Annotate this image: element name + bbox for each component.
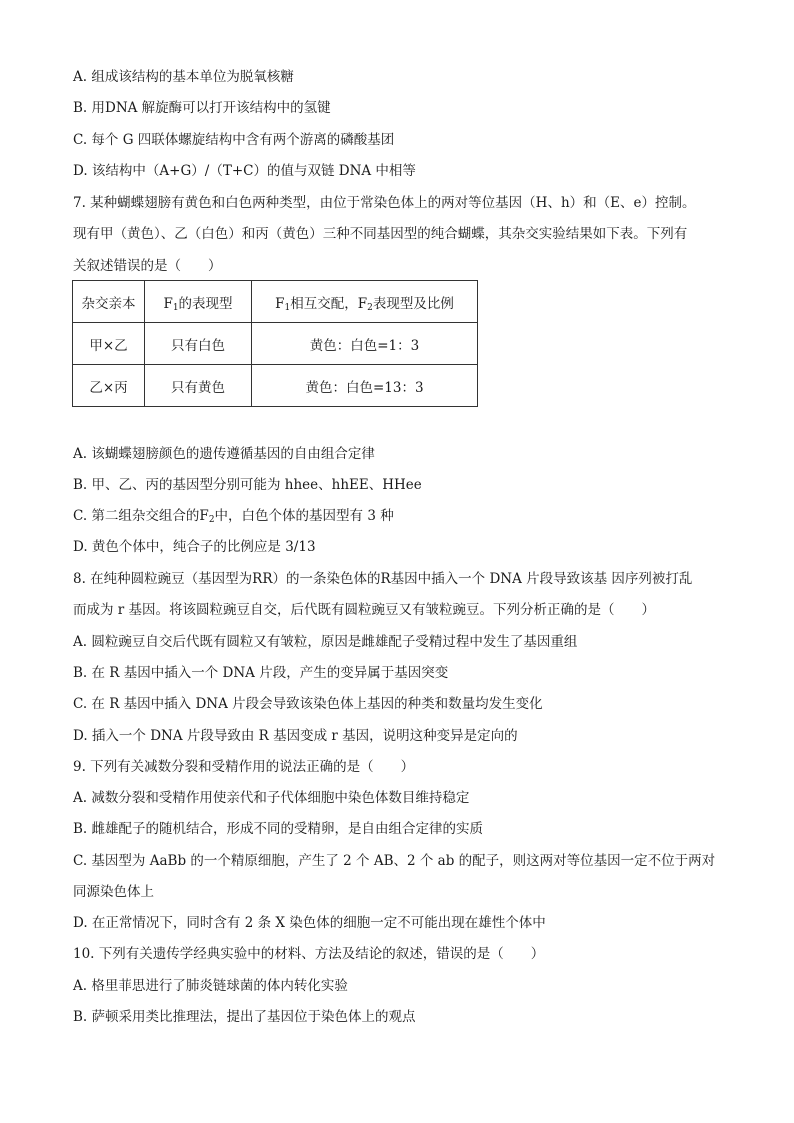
q7-stem-line-3: 关叙述错误的是（ ）: [73, 258, 222, 274]
q7-option-c: C. 第二组杂交组合的$F_2$中，白色个体的基因型有 3 种: [73, 508, 394, 525]
q9-option-c: C. 基因型为 AaBb 的一个精原细胞，产生了 2 个 AB、2 个 ab 的配子，则这两对等位基因一定不位于两对: [73, 853, 716, 869]
header-parents: 杂交亲本: [73, 281, 145, 323]
q7-option-d: D. 黄色个体中，纯合子的比例应是 3/13: [73, 539, 316, 555]
q7-option-b: B. 甲、乙、丙的基因型分别可能为 hhee、hhEE、HHee: [73, 477, 422, 493]
q9-option-b: B. 雌雄配子的随机结合，形成不同的受精卵，是自由组合定律的实质: [73, 821, 484, 837]
q10-stem: 10. 下列有关遗传学经典实验中的材料、方法及结论的叙述，错误的是（ ）: [73, 946, 545, 962]
table-row: [73, 323, 478, 365]
q9-option-a: A. 减数分裂和受精作用使亲代和子代体细胞中染色体数目维持稳定: [73, 790, 470, 806]
cross-results-table: [72, 280, 478, 407]
table-header-row: [73, 281, 478, 323]
q8-stem-line-1: 8. 在纯种圆粒豌豆（基因型为RR）的一条染色体的R基因中插入一个 DNA 片段导致该基 因序列被打乱: [73, 571, 693, 587]
q6-option-a: A. 组成该结构的基本单位为脱氧核糖: [73, 69, 294, 85]
q7-stem-line-1: 7. 某种蝴蝶翅膀有黄色和白色两种类型，由位于常染色体上的两对等位基因（H、h）和（E、e）控制。: [73, 195, 696, 211]
cell-f1: 只有白色: [145, 323, 252, 365]
q7-stem-line-2: 现有甲（黄色）、乙（白色）和丙（黄色）三种不同基因型的纯合蝴蝶，其杂交实验结果如下表。下列有: [73, 226, 688, 242]
q9-stem: 9. 下列有关减数分裂和受精作用的说法正确的是（ ）: [73, 759, 415, 775]
q9-option-d: D. 在正常情况下，同时含有 2 条 X 染色体的细胞一定不可能出现在雄性个体中: [73, 915, 546, 931]
q6-option-b: B. 用DNA 解旋酶可以打开该结构中的氢键: [73, 100, 331, 116]
q10-option-a: A. 格里菲思进行了肺炎链球菌的体内转化实验: [73, 978, 348, 994]
q8-option-b: B. 在 R 基因中插入一个 DNA 片段，产生的变异属于基因突变: [73, 665, 449, 681]
q10-option-b: B. 萨顿采用类比推理法，提出了基因位于染色体上的观点: [73, 1009, 416, 1025]
q9-option-c-cont: 同源染色体上: [73, 884, 154, 900]
q8-option-d: D. 插入一个 DNA 片段导致由 R 基因变成 r 基因，说明这种变异是定向的: [73, 728, 518, 744]
q8-option-a: A. 圆粒豌豆自交后代既有圆粒又有皱粒，原因是雌雄配子受精过程中发生了基因重组: [73, 634, 578, 650]
header-f1-phenotype: $F_1$的表现型: [145, 281, 252, 323]
cell-parents: 甲×乙: [73, 323, 145, 365]
q6-option-c: C. 每个 G 四联体螺旋结构中含有两个游离的磷酸基团: [73, 132, 395, 148]
table-row: [73, 365, 478, 407]
cell-f2: 黄色：白色=1：3: [252, 323, 478, 365]
q7-option-a: A. 该蝴蝶翅膀颜色的遗传遵循基因的自由组合定律: [73, 446, 375, 462]
q6-option-d: D. 该结构中（A+G）/（T+C）的值与双链 DNA 中相等: [73, 163, 416, 179]
q8-option-c: C. 在 R 基因中插入 DNA 片段会导致该染色体上基因的种类和数量均发生变化: [73, 696, 543, 712]
cell-f2: 黄色：白色=13：3: [252, 365, 478, 407]
q8-stem-line-2: 而成为 r 基因。将该圆粒豌豆自交，后代既有圆粒豌豆又有皱粒豌豆。下列分析正确的是（ ）: [73, 602, 656, 618]
header-f2-ratio: $F_1$相互交配，$F_2$表现型及比例: [252, 281, 478, 323]
cell-parents: 乙×丙: [73, 365, 145, 407]
cell-f1: 只有黄色: [145, 365, 252, 407]
